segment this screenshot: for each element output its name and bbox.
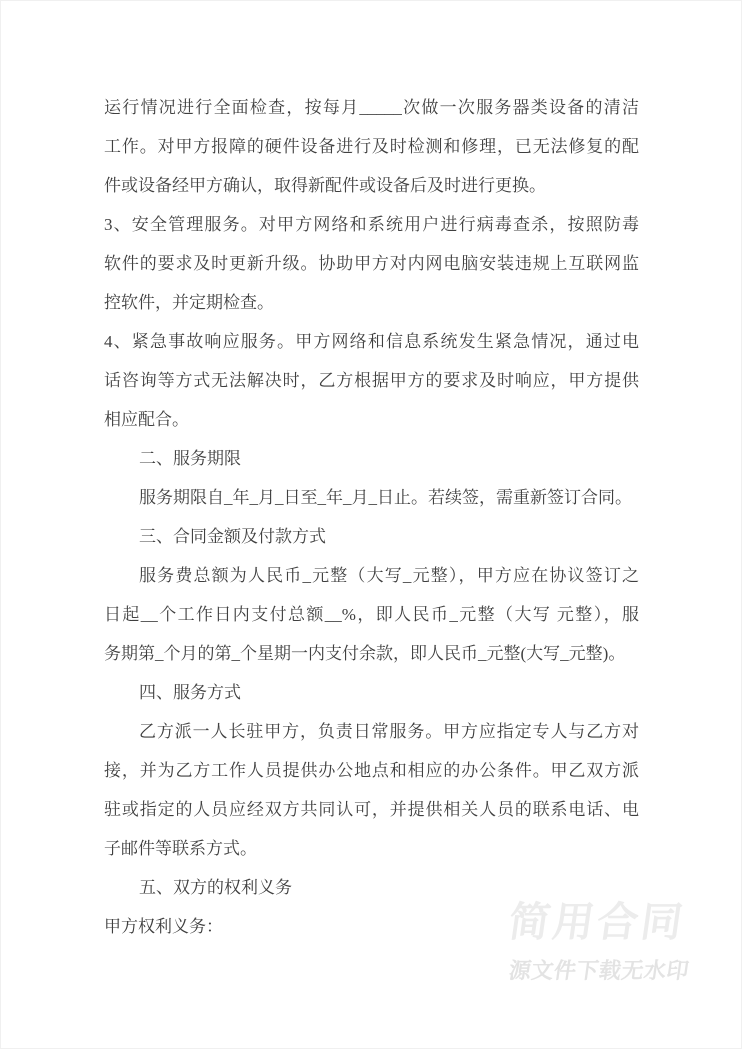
text-line: 乙方派一人长驻甲方，负责日常服务。甲方应指定专人与乙方对	[139, 722, 639, 741]
text-line: 甲方权利义务：	[104, 917, 223, 936]
contract-body	[104, 88, 639, 946]
paragraph	[104, 88, 639, 205]
text-line: 四、服务方式	[139, 683, 241, 702]
text-line: 工作。对甲方报障的硬件设备进行及时检测和修理，已无法修复的配	[104, 137, 639, 156]
text-line: 子邮件等联系方式。	[104, 839, 257, 858]
paragraph	[104, 478, 639, 517]
text-line: 话咨询等方式无法解决时，乙方根据甲方的要求及时响应，甲方提供	[104, 371, 639, 390]
paragraph	[104, 556, 639, 673]
paragraph	[104, 205, 639, 322]
text-line: 3、安全管理服务。对甲方网络和系统用户进行病毒查杀，按照防毒	[104, 215, 639, 234]
text-line: 二、服务期限	[139, 449, 241, 468]
paragraph	[104, 517, 639, 556]
text-line: 服务期限自_年_月_日至_年_月_日止。若续签，需重新签订合同。	[139, 488, 632, 507]
paragraph	[104, 712, 639, 868]
text-line: 件或设备经甲方确认，取得新配件或设备后及时进行更换。	[104, 176, 546, 195]
text-line: 接，并为乙方工作人员提供办公地点和相应的办公条件。甲乙双方派	[104, 761, 639, 780]
text-line: 软件的要求及时更新升级。协助甲方对内网电脑安装违规上互联网监	[104, 254, 639, 273]
text-line: 务期第_个月的第_个星期一内支付余款，即人民币_元整(大写_元整)。	[104, 644, 626, 663]
text-line: 五、双方的权利义务	[139, 878, 292, 897]
text-line: 服务费总额为人民币_元整（大写_元整），甲方应在协议签订之	[139, 566, 639, 585]
paragraph	[104, 439, 639, 478]
paragraph	[104, 322, 639, 439]
watermark-title: 简用合同	[505, 899, 689, 945]
watermark-subtitle: 源文件下载无水印	[507, 958, 691, 983]
text-line: 驻或指定的人员应经双方共同认可，并提供相关人员的联系电话、电	[104, 800, 639, 819]
watermark	[505, 899, 691, 983]
text-line: 运行情况进行全面检查，按每月_____次做一次服务器类设备的清洁	[104, 98, 639, 117]
text-line: 4、紧急事故响应服务。甲方网络和信息系统发生紧急情况，通过电	[104, 332, 639, 351]
text-line: 三、合同金额及付款方式	[139, 527, 326, 546]
text-line: 控软件，并定期检查。	[104, 293, 274, 312]
text-line: 相应配合。	[104, 410, 189, 429]
text-line: 日起__个工作日内支付总额__%，即人民币_元整（大写 元整），服	[104, 605, 639, 624]
paragraph	[104, 673, 639, 712]
